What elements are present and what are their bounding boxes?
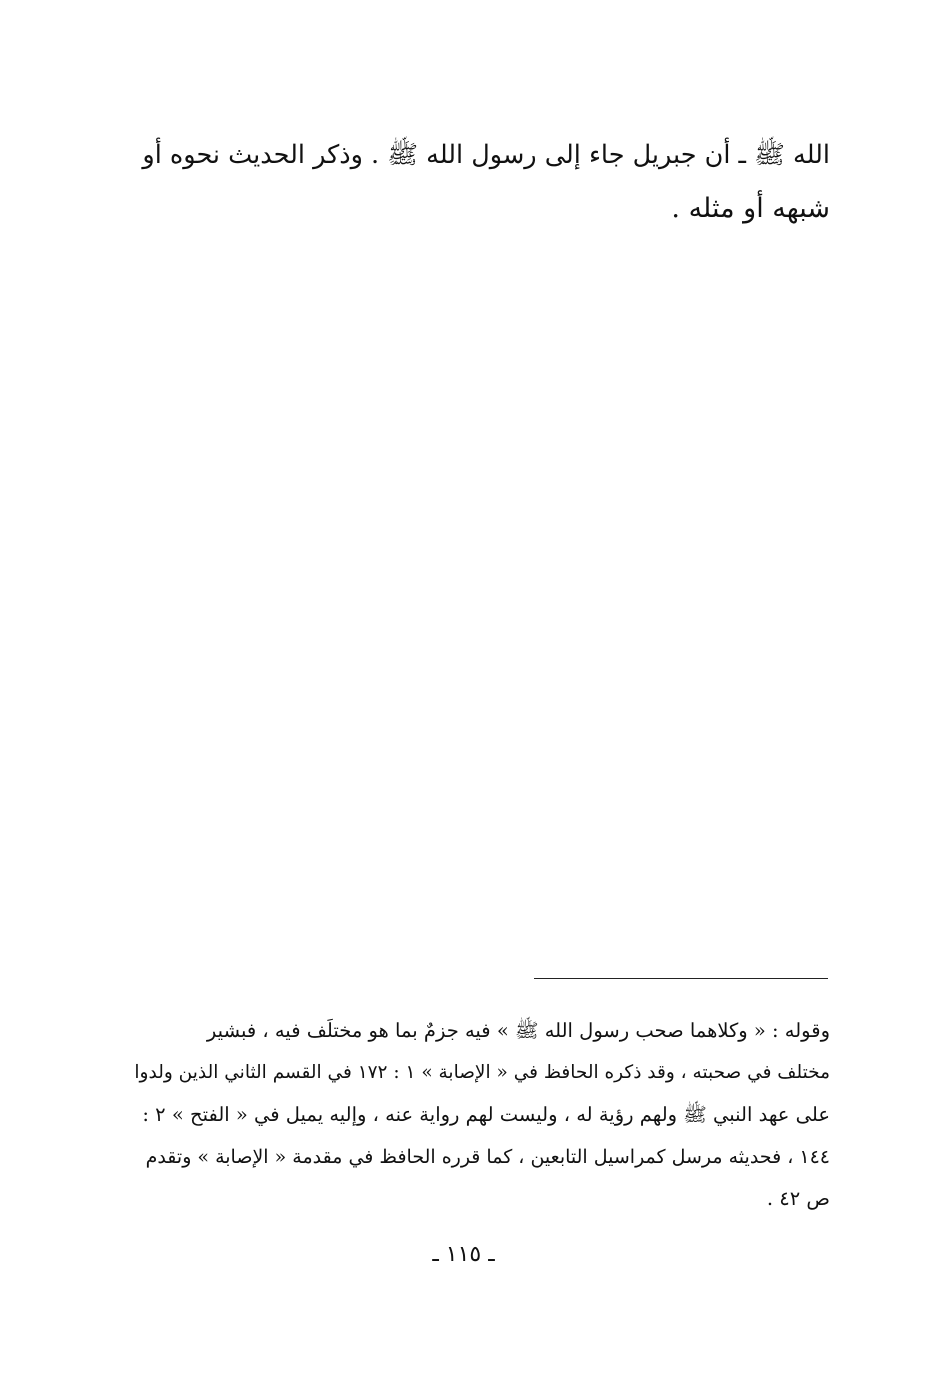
main-text-line: شبهه أو مثله . <box>671 193 830 224</box>
footnote-line: على عهد النبي ﷺ ولهم رؤية له ، وليست لهم رواية عنه ، وإليه يميل في « الفتح » ٢ : <box>142 1103 830 1126</box>
footnote-block <box>130 1010 830 1220</box>
footnote-line: ١٤٤ ، فحديثه مرسل كمراسيل التابعين ، كما قرره الحافظ في مقدمة « الإصابة » وتقدم <box>145 1146 830 1168</box>
main-text-block <box>130 128 830 236</box>
footnote-line: وقوله : « وكلاهما صحب رسول الله ﷺ » فيه جزمٌ بما هو مختلَف فيه ، فبشير <box>206 1019 830 1042</box>
footnote-line: مختلف في صحبته ، وقد ذكره الحافظ في « الإصابة » ١ : ١٧٢ في القسم الثاني الذين ولدوا <box>134 1062 830 1083</box>
footnote-line: ص ٤٢ . <box>766 1187 830 1210</box>
footnote-separator <box>534 978 828 979</box>
main-text-line: الله ﷺ ـ أن جبريل جاء إلى رسول الله ﷺ . وذكر الحديث نحوه أو <box>142 140 830 170</box>
page-number: ـ ١١٥ ـ <box>432 1242 495 1267</box>
